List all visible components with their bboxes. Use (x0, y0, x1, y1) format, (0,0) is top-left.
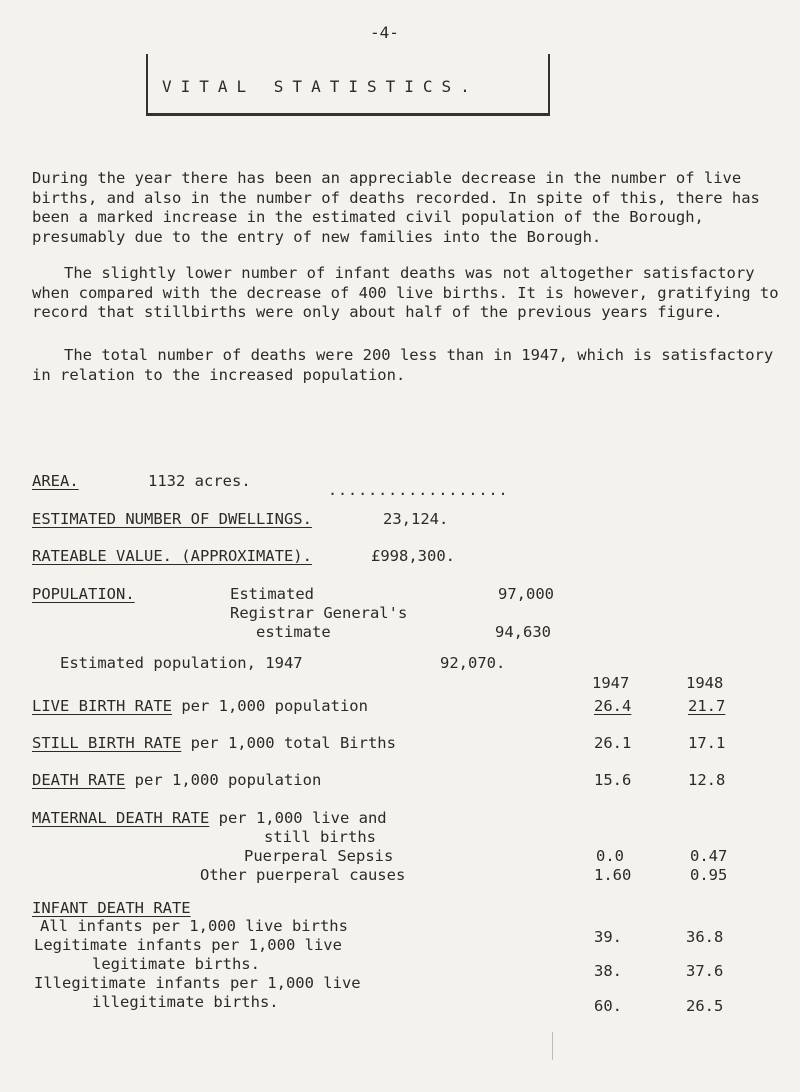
dwellings-value: 23,124. (383, 510, 449, 528)
infant-illegit-label-2: illegitimate births. (92, 993, 279, 1011)
live-birth-rate-label: LIVE BIRTH RATE (32, 697, 172, 715)
population-label: POPULATION. (32, 585, 135, 603)
population-estimated-label: Estimated (230, 585, 314, 603)
year-header-1948: 1948 (686, 674, 724, 692)
infant-all-1947: 39. (594, 928, 622, 946)
dwellings-label: ESTIMATED NUMBER OF DWELLINGS. (32, 510, 312, 528)
death-rate-row (32, 771, 321, 789)
population-1947-value: 92,070. (440, 654, 506, 672)
population-registrar-label-2: estimate (256, 623, 331, 641)
scan-mark (552, 1032, 553, 1060)
page-title: VITAL STATISTICS. (162, 77, 479, 96)
death-rate-desc: per 1,000 population (125, 771, 322, 789)
rateable-value: £998,300. (371, 547, 455, 565)
other-puerperal-label: Other puerperal causes (200, 866, 406, 884)
population-registrar-value: 94,630 (495, 623, 551, 641)
death-rate-1947: 15.6 (594, 771, 632, 789)
death-rate-label: DEATH RATE (32, 771, 126, 789)
page-number: -4- (370, 23, 399, 42)
area-value: 1132 acres. (148, 472, 251, 490)
still-birth-rate-desc: per 1,000 total Births (181, 734, 396, 752)
infant-legit-1947: 38. (594, 962, 622, 980)
maternal-death-rate-row (32, 809, 387, 827)
live-birth-rate-desc: per 1,000 population (171, 697, 368, 715)
infant-illegit-1948: 26.5 (686, 997, 724, 1015)
infant-all-1948: 36.8 (686, 928, 724, 946)
infant-death-rate-label: INFANT DEATH RATE (32, 899, 191, 917)
death-rate-1948: 12.8 (688, 771, 726, 789)
maternal-death-rate-desc: per 1,000 live and (209, 809, 387, 827)
puerperal-sepsis-1948: 0.47 (690, 847, 728, 865)
infant-illegit-1947: 60. (594, 997, 622, 1015)
still-birth-rate-row (32, 734, 396, 752)
population-registrar-label-1: Registrar General's (230, 604, 408, 622)
paragraph-1: During the year there has been an appreciable decrease in the number of live births, and also in the number of deaths recorded. In spite of this, there has been a marked increase in the estimated civil population of the Borough, presumably due to the entry of new families into the Borough. (32, 169, 760, 246)
puerperal-sepsis-label: Puerperal Sepsis (244, 847, 394, 865)
paragraph-2-text: The slightly lower number of infant deaths was not altogether satisfactory when compared with the decrease of 400 live births. It is however, gratifying to record that stillbirths were only about half of the previous years figure. (32, 264, 779, 321)
puerperal-sepsis-1947: 0.0 (596, 847, 624, 865)
infant-illegit-label-1: Illegitimate infants per 1,000 live (34, 974, 361, 992)
live-birth-1948: 21.7 (688, 697, 726, 715)
still-birth-1948: 17.1 (688, 734, 726, 752)
population-estimated-value: 97,000 (498, 585, 554, 603)
population-1947-label: Estimated population, 1947 (60, 654, 303, 672)
rateable-label: RATEABLE VALUE. (APPROXIMATE). (32, 547, 312, 565)
area-label: AREA. (32, 472, 79, 490)
live-birth-rate-row (32, 697, 368, 715)
paragraph-3-text: The total number of deaths were 200 less than in 1947, which is satisfactory in relation to the increased population. (32, 346, 774, 384)
infant-legit-label-1: Legitimate infants per 1,000 live (34, 936, 342, 954)
maternal-death-rate-label: MATERNAL DEATH RATE (32, 809, 210, 827)
still-birth-1947: 26.1 (594, 734, 632, 752)
infant-all-label: All infants per 1,000 live births (40, 917, 348, 935)
separator-dots: .................. (328, 481, 509, 499)
infant-legit-1948: 37.6 (686, 962, 724, 980)
other-puerperal-1948: 0.95 (690, 866, 728, 884)
paragraph-3 (32, 346, 792, 385)
infant-legit-label-2: legitimate births. (92, 955, 260, 973)
maternal-death-rate-desc-2: still births (264, 828, 376, 846)
other-puerperal-1947: 1.60 (594, 866, 632, 884)
live-birth-1947: 26.4 (594, 697, 632, 715)
title-box (146, 54, 550, 116)
year-header-1947: 1947 (592, 674, 630, 692)
still-birth-rate-label: STILL BIRTH RATE (32, 734, 182, 752)
paragraph-2 (32, 264, 792, 323)
